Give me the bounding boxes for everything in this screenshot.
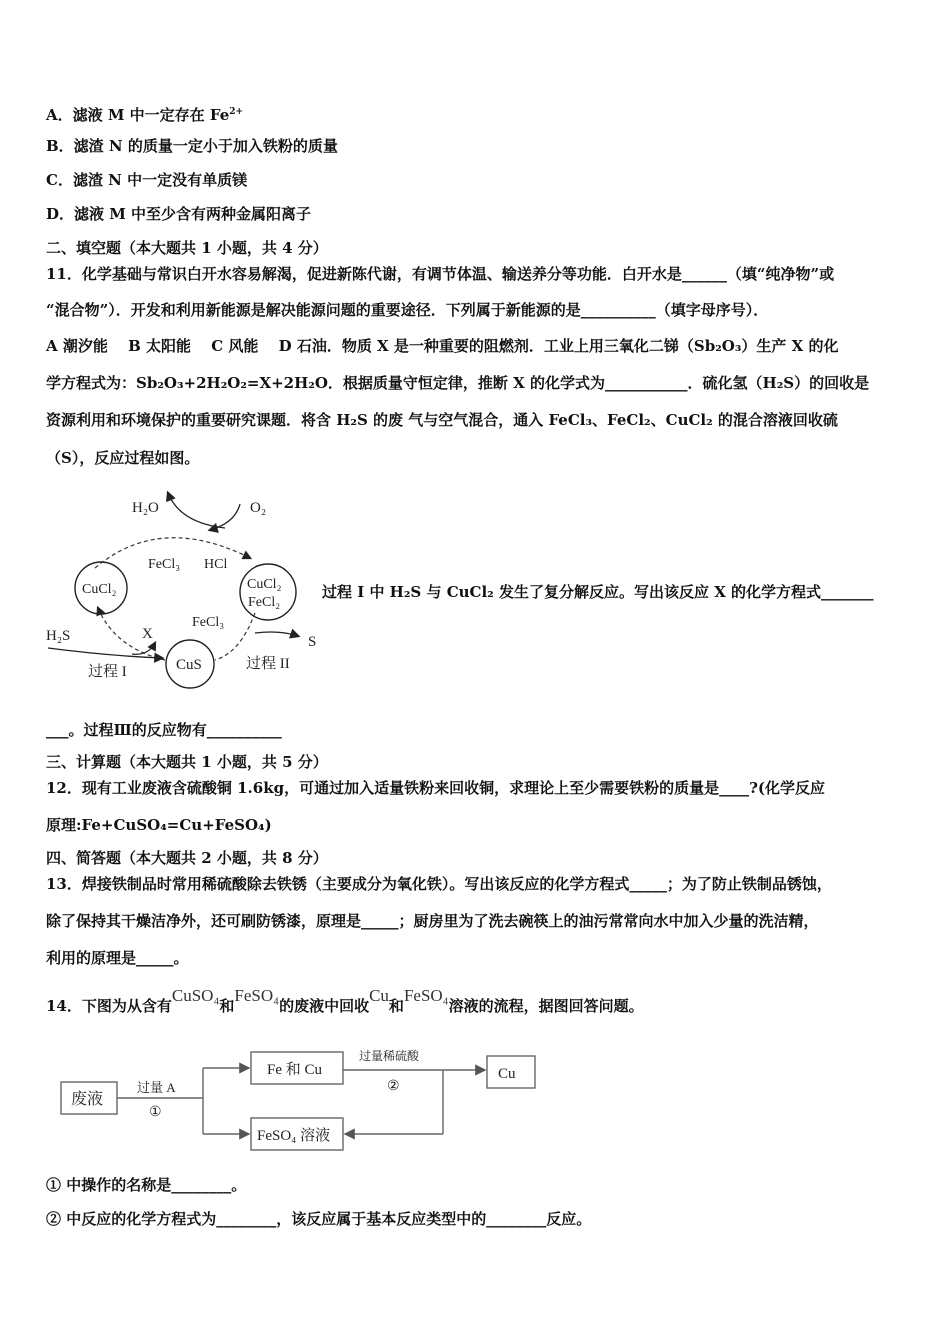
option-c: C．滤渣 N 中一定没有单质镁 [46, 171, 248, 189]
reaction-cycle-diagram [40, 488, 330, 698]
excess-acid-label: 过量稀硫酸 [359, 1049, 420, 1063]
label-s: S [308, 634, 317, 650]
label-h2o: H₂O [132, 500, 159, 516]
option-a: A．滤液 M 中一定存在 $Fe^{2+}$ [46, 106, 244, 124]
step1-label: ① [149, 1105, 162, 1120]
step2-label: ② [387, 1079, 400, 1094]
label-cucl2-left: CuCl₂ [82, 582, 117, 597]
q12-line1: 12．现有工业废液含硫酸铜 1.6kg，可通过加入适量铁粉来回收铜，求理论上至少需要铁粉的质量是____?(化学反应 [46, 779, 825, 797]
label-process2: 过程 II [246, 656, 290, 672]
label-hcl: HCl [204, 557, 228, 572]
q11-line5: 资源利用和环境保护的重要研究课题．将含 H₂S 的废 气与空气混合，通入 FeCl₃、FeCl₂、CuCl₂ 的混合溶液回收硫 [46, 411, 838, 429]
section4-heading: 四、简答题（本大题共 2 小题，共 8 分） [46, 849, 328, 867]
cucl2-fecl2-circle [240, 564, 296, 620]
q14-sub2: ② 中反应的化学方程式为________，该反应属于基本反应类型中的________反应。 [46, 1210, 592, 1228]
label-h2s: H₂S [46, 628, 71, 644]
q12-line2: 原理:Fe+CuSO₄=Cu+FeSO₄) [46, 816, 272, 834]
section2-heading: 二、填空题（本大题共 1 小题，共 4 分） [46, 239, 328, 257]
q11-line1: 11．化学基础与常识白开水容易解渴，促进新陈代谢，有调节体温、输送养分等功能．白开水是______（填“纯净物”或 [46, 265, 835, 283]
q13-line2: 除了保持其干燥洁净外，还可刷防锈漆，原理是_____；厨房里为了洗去碗筷上的油污常常向水中加入少量的洗洁精， [46, 912, 819, 930]
q11-line7: ___。过程Ⅲ的反应物有__________ [46, 721, 282, 739]
label-o2: O₂ [250, 500, 267, 516]
q13-line1: 13．焊接铁制品时常用稀硫酸除去铁锈（主要成分为氧化铁）。写出该反应的化学方程式_____；为了防止铁制品锈蚀， [46, 875, 832, 893]
recovery-flow-diagram [55, 1040, 555, 1155]
label-x: X [142, 626, 153, 642]
excess-a-label: 过量 A [137, 1080, 176, 1095]
label-fecl3-mid: FeCl₃ [192, 615, 225, 630]
q11-line3: A 潮汐能 B 太阳能 C 风能 D 石油．物质 X 是一种重要的阻燃剂．工业上用三氧化二锑（Sb₂O₃）生产 X 的化 [46, 337, 839, 355]
label-fecl3-top: FeCl₃ [148, 557, 181, 572]
option-b: B．滤渣 N 的质量一定小于加入铁粉的质量 [46, 137, 338, 155]
q11-line4: 学方程式为：Sb₂O₃+2H₂O₂=X+2H₂O．根据质量守恒定律，推断 X 的化学式为___________．硫化氢（H₂S）的回收是 [46, 374, 870, 392]
q14-intro: 14．下图为从含有CuSO₄和FeSO₄的废液中回收Cu和FeSO₄溶液的流程，据图回答问题。 [46, 986, 644, 1015]
fe-cu-label: Fe 和 Cu [267, 1062, 323, 1078]
cu-label: Cu [498, 1066, 516, 1082]
waste-label: 废液 [71, 1091, 104, 1108]
label-cucl2-right: CuCl₂ [247, 577, 282, 592]
section3-heading: 三、计算题（本大题共 1 小题，共 5 分） [46, 753, 328, 771]
q11-line2: “混合物”）．开发和利用新能源是解决能源问题的重要途径．下列属于新能源的是__________（填字母序号）． [46, 301, 769, 319]
q13-line3: 利用的原理是_____。 [46, 949, 189, 967]
label-cus: CuS [176, 657, 202, 673]
feso4-solution-label: FeSO₄ 溶液 [257, 1128, 331, 1144]
q11-line6: （S），反应过程如图。 [46, 449, 200, 467]
label-fecl2-right: FeCl₂ [248, 595, 281, 610]
option-d: D．滤液 M 中至少含有两种金属阳离子 [46, 205, 312, 223]
label-process1: 过程 I [88, 664, 127, 680]
q14-sub1: ① 中操作的名称是________。 [46, 1176, 247, 1194]
q11-side-text: 过程 I 中 H₂S 与 CuCl₂ 发生了复分解反应。写出该反应 X 的化学方程式_______ [322, 583, 874, 601]
